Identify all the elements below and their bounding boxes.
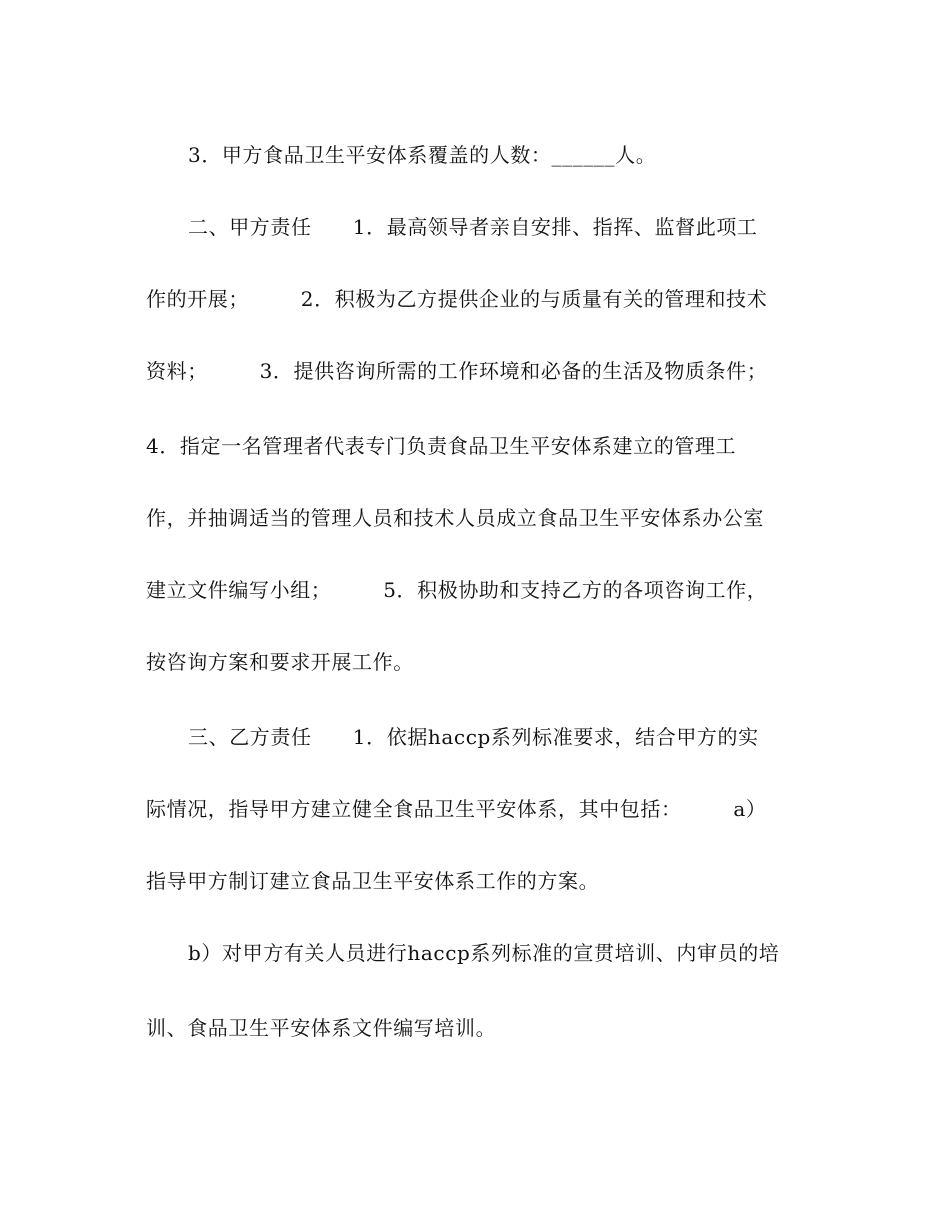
text-line-4: 资料； 3．提供咨询所需的工作环境和必备的生活及物质条件； — [146, 359, 768, 383]
text-line-1: 3．甲方食品卫生平安体系覆盖的人数：______人。 — [188, 143, 657, 167]
text-line-6: 作，并抽调适当的管理人员和技术人员成立食品卫生平安体系办公室 — [146, 506, 764, 530]
text-line-8: 按咨询方案和要求开展工作。 — [146, 650, 414, 674]
text-line-5: 4．指定一名管理者代表专门负责食品卫生平安体系建立的管理工 — [146, 434, 737, 458]
text-line-7: 建立文件编写小组； 5．积极协助和支持乙方的各项咨询工作， — [146, 578, 768, 602]
text-line-2: 二、甲方责任 1．最高领导者亲自安排、指挥、监督此项工 — [188, 215, 758, 239]
text-line-9: 三、乙方责任 1．依据haccp系列标准要求，结合甲方的实 — [188, 725, 759, 749]
text-line-10: 际情况，指导甲方建立健全食品卫生平安体系，其中包括： a） — [146, 797, 767, 821]
text-line-11: 指导甲方制订建立食品卫生平安体系工作的方案。 — [146, 869, 600, 893]
text-line-3: 作的开展； 2．积极为乙方提供企业的与质量有关的管理和技术 — [146, 287, 768, 311]
text-line-13: 训、食品卫生平安体系文件编写培训。 — [146, 1016, 497, 1040]
text-line-12: b）对甲方有关人员进行haccp系列标准的宣贯培训、内审员的培 — [188, 941, 780, 965]
